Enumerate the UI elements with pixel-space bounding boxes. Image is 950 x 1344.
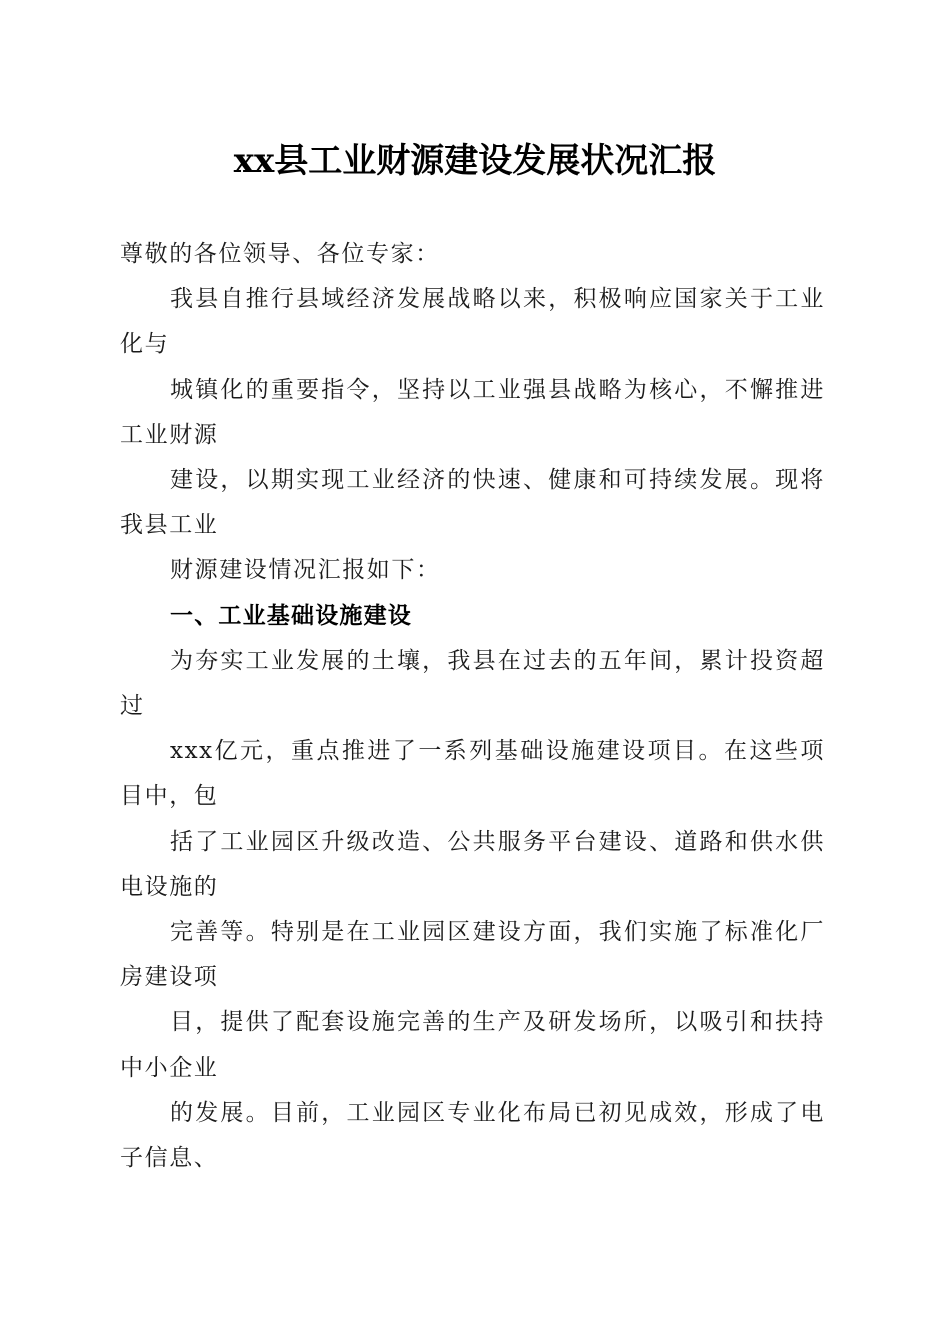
paragraph: 目，提供了配套设施完善的生产及研发场所，以吸引和扶持中小企业	[120, 1009, 825, 1081]
document-body	[120, 232, 825, 1181]
paragraph: 建设，以期实现工业经济的快速、健康和可持续发展。现将我县工业	[120, 467, 825, 539]
paragraph: 城镇化的重要指令，坚持以工业强县战略为核心，不懈推进工业财源	[120, 376, 825, 448]
document-title: xx县工业财源建设发展状况汇报	[233, 141, 717, 181]
paragraph: 财源建设情况汇报如下：	[170, 557, 441, 584]
paragraph: 括了工业园区升级改造、公共服务平台建设、道路和供水供电设施的	[120, 828, 825, 900]
paragraph: 的发展。目前，工业园区专业化布局已初见成效，形成了电子信息、	[120, 1099, 825, 1172]
paragraph: 我县自推行县域经济发展战略以来，积极响应国家关于工业化与	[120, 286, 825, 358]
paragraph: 完善等。特别是在工业园区建设方面，我们实施了标准化厂房建设项	[120, 919, 825, 991]
section-heading: 一、工业基础设施建设	[170, 602, 412, 629]
paragraph: xxx亿元，重点推进了一系列基础设施建设项目。在这些项目中，包	[120, 738, 825, 810]
salutation: 尊敬的各位领导、各位专家：	[120, 241, 440, 267]
paragraph: 为夯实工业发展的土壤，我县在过去的五年间，累计投资超过	[120, 647, 825, 720]
